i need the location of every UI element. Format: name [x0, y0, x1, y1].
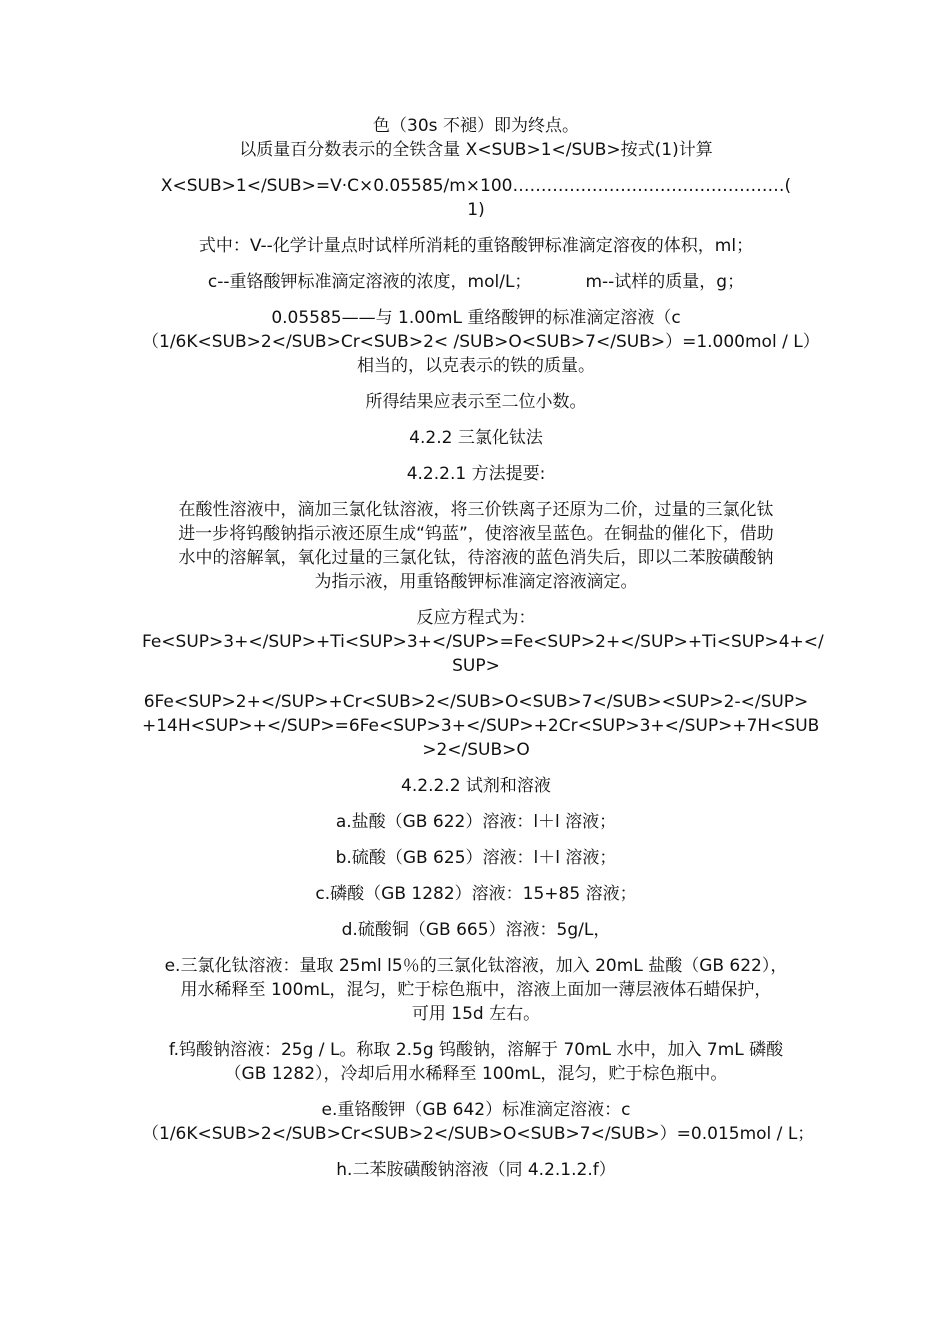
paragraph-variable-c-m: [142, 270, 810, 294]
text-line: （1/6K<SUB>2</SUB>Cr<SUB>2</SUB>O<SUB>7</SUB>）=0.015mol / L；: [142, 1124, 815, 1144]
text-line: 式中：V--化学计量点时试样所消耗的重铬酸钾标准滴定溶夜的体积，ml；: [198, 236, 754, 256]
paragraph-constant-definition: [142, 306, 820, 378]
text-line: 可用 15d 左右。: [411, 1004, 541, 1024]
text-line: >2</SUB>O: [422, 740, 530, 760]
text-line: SUP>: [452, 656, 500, 676]
text-line: e.重铬酸钾（GB 642）标准滴定溶液：c: [321, 1100, 631, 1120]
text-line: 6Fe<SUP>2+</SUP>+Cr<SUB>2</SUB>O<SUB>7</SUB><SUP>2-</SUP>: [143, 692, 809, 712]
text-line: 所得结果应表示至二位小数。: [365, 392, 587, 412]
text-line: 在酸性溶液中，滴加三氯化钛溶液，将三价铁离子还原为二价，过量的三氯化钛: [178, 500, 774, 520]
paragraph-end-point: [142, 114, 810, 138]
text-line: e.三氯化钛溶液：量取 25ml l5％的三氯化钛溶液，加入 20mL 盐酸（GB 622），: [164, 956, 788, 976]
reagent-item-e-dichromate: [142, 1098, 815, 1146]
paragraph-variable-v: [142, 234, 810, 258]
paragraph-reaction-equation-2: [142, 690, 820, 762]
text-line: a.盐酸（GB 622）溶液：l＋l 溶液；: [335, 812, 617, 832]
text-line: 0.05585——与 1.00mL 重络酸钾的标准滴定溶液（c: [271, 308, 681, 328]
text-line: +14H<SUP>+</SUP>=6Fe<SUP>3+</SUP>+2Cr<SUP>3+</SUP>+7H<SUB: [142, 716, 820, 736]
text-line: （1/6K<SUB>2</SUB>Cr<SUB>2< /SUB>O<SUB>7</SUB>）=1.000mol / L）: [142, 332, 820, 352]
section-heading-4-2-2-2: [142, 774, 810, 798]
text-line: 4.2.2 三氯化钛法: [409, 428, 543, 448]
text-line: 以质量百分数表示的全铁含量 X<SUB>1</SUB>按式(1)计算: [239, 140, 713, 160]
reagent-item-f: [142, 1038, 810, 1086]
reagent-item-c: [142, 882, 810, 906]
text-line: 进一步将钨酸钠指示液还原生成“钨蓝”，使溶液呈蓝色。在铜盐的催化下，借助: [178, 524, 774, 544]
text-line: c.磷酸（GB 1282）溶液：15+85 溶液；: [315, 884, 637, 904]
paragraph-method-summary: [142, 498, 810, 594]
reagent-item-h: [142, 1158, 810, 1182]
reagent-item-a: [142, 810, 810, 834]
paragraph-reaction-equation-1: [142, 606, 824, 678]
paragraph-precision: [142, 390, 810, 414]
text-line: 为指示液，用重铬酸钾标准滴定溶液滴定。: [314, 572, 638, 592]
text-line: b.硫酸（GB 625）溶液：l＋l 溶液；: [335, 848, 617, 868]
section-heading-4-2-2-1: [142, 462, 810, 486]
text-line: （GB 1282），冷却后用水稀释至 100mL，混匀，贮于棕色瓶中。: [224, 1064, 728, 1084]
paragraph-calculation-intro: [142, 138, 810, 162]
reagent-item-b: [142, 846, 810, 870]
text-line: 相当的，以克表示的铁的质量。: [357, 356, 595, 376]
text-line: d.硫酸铜（GB 665）溶液：5g/L，: [341, 920, 611, 940]
reagent-item-d: [142, 918, 810, 942]
text-line: h.二苯胺磺酸钠溶液（同 4.2.1.2.f）: [336, 1160, 616, 1180]
section-heading-4-2-2: [142, 426, 810, 450]
text-line: 色（30s 不褪）即为终点。: [373, 116, 579, 136]
reagent-item-e: [142, 954, 810, 1026]
text-line: 反应方程式为：: [416, 608, 536, 628]
text-line: f.钨酸钠溶液：25g / L。称取 2.5g 钨酸钠，溶解于 70mL 水中，加入 7mL 磷酸: [168, 1040, 784, 1060]
text-line: 4.2.2.2 试剂和溶液: [401, 776, 551, 796]
text-line: 4.2.2.1 方法提要:: [406, 464, 546, 484]
text-line: 水中的溶解氧，氧化过量的三氯化钛，待溶液的蓝色消失后，即以二苯胺磺酸钠: [178, 548, 774, 568]
paragraph-formula-1: [142, 174, 810, 222]
text-line: c--重铬酸钾标准滴定溶液的浓度，mol/L； m--试样的质量，g；: [207, 272, 745, 292]
text-line: 用水稀释至 100mL，混匀，贮于棕色瓶中，溶液上面加一薄层液体石蜡保护，: [180, 980, 772, 1000]
text-line: Fe<SUP>3+</SUP>+Ti<SUP>3+</SUP>=Fe<SUP>2+</SUP>+Ti<SUP>4+</: [142, 632, 824, 652]
document-body: [142, 114, 824, 1194]
text-line: X<SUB>1</SUB>=V·C×0.05585/m×100…………………………………………(: [160, 176, 792, 196]
text-line: 1): [467, 200, 485, 220]
